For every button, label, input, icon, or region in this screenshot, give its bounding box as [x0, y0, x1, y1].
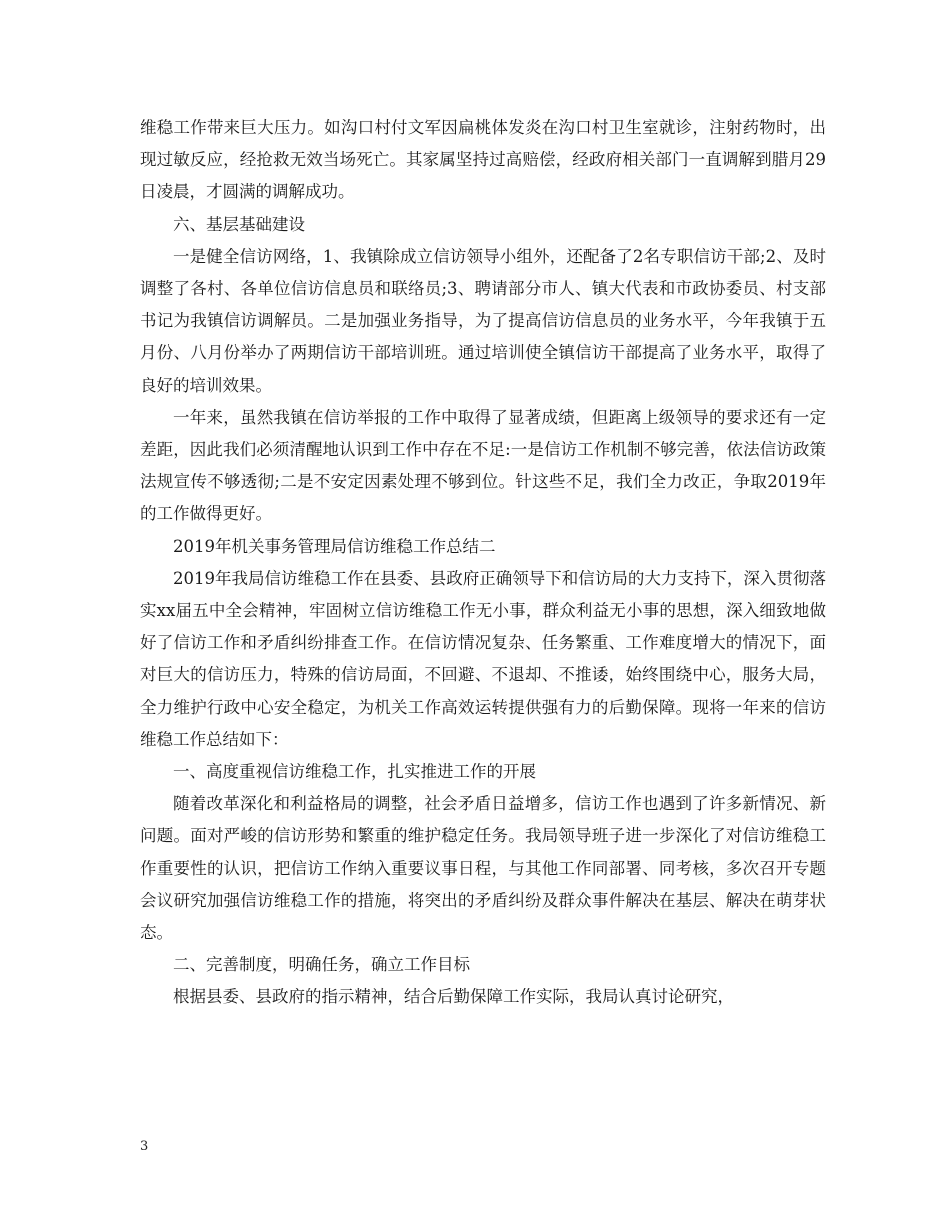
document-body	[140, 112, 826, 1014]
paragraph-petition-network: 一是健全信访网络，1、我镇除成立信访领导小组外，还配备了2名专职信访干部;2、及时调整了各村、各单位信访信息员和联络员;3、聘请部分市人、镇大代表和市政协委员、村支部书记为我镇信访调解员。二是加强业务指导，为了提高信访信息员的业务水平，今年我镇于五月份、八月份举办了两期信访干部培训班。通过培训使全镇信访干部提高了业务水平，取得了良好的培训效果。	[140, 246, 826, 395]
section-heading-one: 一、高度重视信访维稳工作，扎实推进工作的开展	[173, 762, 536, 782]
section-heading-two: 二、完善制度，明确任务，确立工作目标	[173, 955, 470, 975]
section-heading-basic-construction: 六、基层基础建设	[173, 214, 305, 234]
page-number: 3	[140, 1139, 149, 1154]
article-title-summary-two: 2019年机关事务管理局信访维稳工作总结二	[173, 536, 496, 556]
paragraph-instructions: 根据县委、县政府的指示精神，结合后勤保障工作实际，我局认真讨论研究，	[173, 987, 734, 1007]
paragraph-year-review: 一年来，虽然我镇在信访举报的工作中取得了显著成绩，但距离上级领导的要求还有一定差距，因此我们必须清醒地认识到工作中存在不足:一是信访工作机制不够完善，依法信访政策法规宣传不够透彻;二是不安定因素处理不够到位。针这些不足，我们全力改正，争取2019年的工作做得更好。	[140, 407, 826, 524]
paragraph-continuation: 维稳工作带来巨大压力。如沟口村付文军因扁桃体发炎在沟口村卫生室就诊，注射药物时，出现过敏反应，经抢救无效当场死亡。其家属坚持过高赔偿，经政府相关部门一直调解到腊月29日凌晨，才圆满的调解成功。	[140, 118, 826, 202]
paragraph-summary-intro: 2019年我局信访维稳工作在县委、县政府正确领导下和信访局的大力支持下，深入贯彻落实xx届五中全会精神，牢固树立信访维稳工作无小事，群众利益无小事的思想，深入细致地做好了信访工作和矛盾纠纷排查工作。在信访情况复杂、任务繁重、工作难度增大的情况下，面对巨大的信访压力，特殊的信访局面，不回避、不退却、不推诿，始终围绕中心，服务大局，全力维护行政中心安全稳定，为机关工作高效运转提供强有力的后勤保障。现将一年来的信访维稳工作总结如下：	[140, 568, 826, 749]
paragraph-reform: 随着改革深化和利益格局的调整，社会矛盾日益增多，信访工作也遇到了许多新情况、新问题。面对严峻的信访形势和繁重的维护稳定任务。我局领导班子进一步深化了对信访维稳工作重要性的认识，把信访工作纳入重要议事日程，与其他工作同部署、同考核，多次召开专题会议研究加强信访维稳工作的措施，将突出的矛盾纠纷及群众事件解决在基层、解决在萌芽状态。	[140, 794, 826, 943]
